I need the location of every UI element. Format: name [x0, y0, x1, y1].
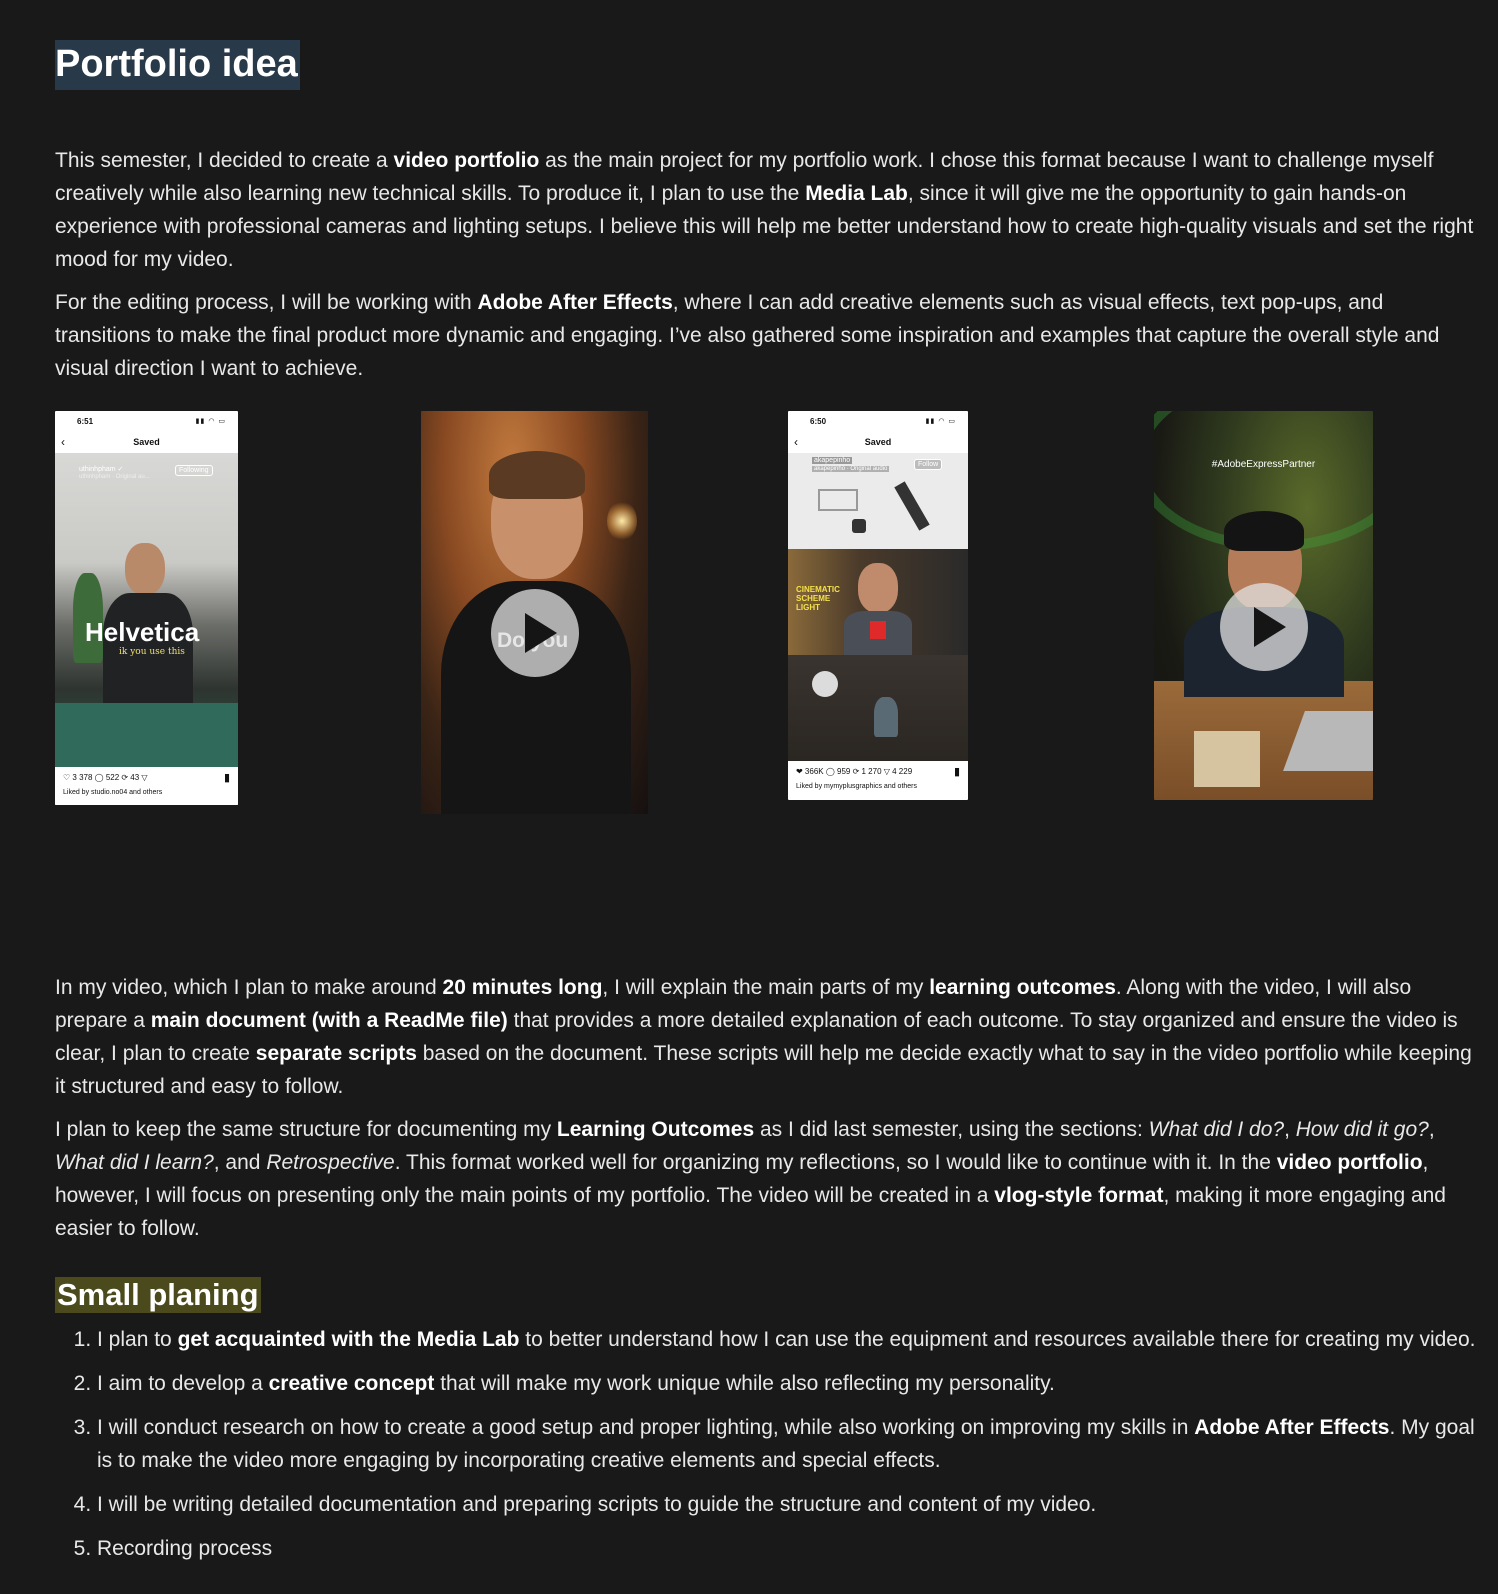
reel-audio: akapepinho · Original audio — [814, 466, 888, 472]
nav-bar — [55, 431, 238, 453]
text-run: This semester, I decided to create a — [55, 149, 394, 172]
italic-text: How did it go? — [1295, 1118, 1429, 1141]
document-content — [55, 40, 1480, 1576]
nav-bar — [788, 431, 968, 453]
text-run: I will be writing detailed documentation and preparing scripts to guide the structure and content of my video. — [97, 1493, 1097, 1516]
text-run: , and — [213, 1151, 267, 1174]
section-title-small-planing: Small planing — [57, 1277, 259, 1312]
text-run: I will conduct research on how to create a good setup and proper lighting, while also working on improving my skills in — [97, 1416, 1195, 1439]
person-head — [125, 543, 165, 595]
lamp-glow — [607, 501, 637, 541]
list-item — [97, 1323, 1480, 1356]
bold-text: Adobe After Effects — [477, 291, 673, 314]
spacer — [55, 903, 1480, 971]
text-run: , — [1428, 1118, 1435, 1141]
page-title: Portfolio idea — [55, 40, 300, 90]
bookmark-icon[interactable]: ▮ — [223, 772, 230, 784]
nav-title: Saved — [133, 437, 160, 447]
text-run: as the main project for my portfolio work. I chose this format because I want to challenge myself creatively while also learning new technical skills. To produce it, I plan to use the — [55, 149, 1434, 205]
text-run: . Along with the video, I will also prepare a — [55, 976, 1412, 1032]
post-liked-by: Liked by mymyplusgraphics and others — [796, 783, 918, 790]
bold-text: video portfolio — [1276, 1151, 1423, 1174]
inspiration-image-lighting[interactable] — [788, 411, 968, 800]
inspiration-video-doyou[interactable] — [421, 411, 648, 814]
person-head — [858, 563, 898, 613]
text-run: based on the document. These scripts will help me decide exactly what to say in the video portfolio while keeping it structured and easy to follow. — [55, 1042, 1472, 1098]
post-actions — [788, 761, 968, 799]
bold-text: separate scripts — [255, 1042, 417, 1065]
paragraph-editing — [55, 286, 1480, 385]
italic-text: What did I learn? — [55, 1151, 214, 1174]
list-item — [97, 1367, 1480, 1400]
softbox-shape — [818, 489, 858, 511]
light-stand-shape — [894, 481, 929, 530]
text-run: Recording process — [97, 1537, 273, 1560]
signal-icon: ▮▮ ◠ ▭ — [195, 418, 226, 425]
follow-button[interactable]: Follow — [914, 459, 942, 470]
following-button[interactable]: Following — [175, 465, 213, 476]
overlay-hashtag: #AdobeExpressPartner — [1211, 459, 1316, 470]
bookmark-icon[interactable]: ▮ — [953, 766, 960, 778]
bold-text: Learning Outcomes — [556, 1118, 755, 1141]
status-time: 6:51 — [77, 417, 94, 426]
paragraph-intro — [55, 144, 1480, 276]
text-run: . This format worked well for organizing my reflections, so I would like to continue with it. In the — [394, 1151, 1277, 1174]
italic-text: Retrospective — [266, 1151, 395, 1174]
video-frame — [55, 453, 238, 767]
bold-text: 20 minutes long — [442, 976, 603, 999]
post-stats: ❤ 366K ◯ 959 ⟳ 1 270 ▽ 4 229 — [796, 767, 913, 776]
planning-list — [55, 1323, 1480, 1565]
bold-text: get acquainted with the Media Lab — [177, 1328, 520, 1351]
desk-mat — [55, 703, 238, 767]
person-seated — [874, 697, 898, 737]
bold-text: Adobe After Effects — [1194, 1416, 1390, 1439]
text-run: I aim to develop a — [97, 1372, 269, 1395]
text-run: , since it will give me the opportunity to gain hands-on experience with professional cameras and lighting setups. I believe this will help me better understand how to create high-quality visuals and set the right mood for my video. — [55, 182, 1474, 271]
text-run: that will make my work unique while also reflecting my personality. — [434, 1372, 1055, 1395]
bold-text: creative concept — [268, 1372, 435, 1395]
overlay-subtext: ik you use this — [119, 647, 185, 657]
reel-user: akapepinho — [814, 457, 851, 464]
bookmark-red-icon — [870, 621, 886, 639]
lighting-diagram-panel — [788, 453, 968, 549]
text-run: . My goal is to make the video more engaging by incorporating creative elements and special effects. — [97, 1416, 1475, 1472]
back-icon[interactable]: ‹ — [61, 435, 65, 449]
paragraph-structure — [55, 1113, 1480, 1245]
text-run: that provides a more detailed explanation of each outcome. To stay organized and ensure the video is clear, I plan to create — [55, 1009, 1458, 1065]
text-run: In my video, which I plan to make around — [55, 976, 443, 999]
bold-text: Media Lab — [805, 182, 908, 205]
reel-user: uthinhpham ✓ — [79, 466, 124, 473]
text-run: , however, I will focus on presenting only the main points of my portfolio. The video will be created in a — [55, 1151, 1429, 1207]
post-stats: ♡ 3 378 ◯ 522 ⟳ 43 ▽ — [63, 773, 148, 782]
post-actions — [55, 767, 238, 805]
list-item — [97, 1411, 1480, 1477]
signal-icon: ▮▮ ◠ ▭ — [925, 418, 956, 425]
status-bar — [788, 411, 968, 431]
text-run: , I will explain the main parts of my — [602, 976, 930, 999]
cinematic-text: CINEMATIC SCHEME LIGHT — [796, 585, 840, 612]
person-hair — [1224, 511, 1304, 551]
notebook — [1194, 731, 1260, 787]
post-liked-by: Liked by studio.no04 and others — [63, 789, 163, 796]
person-hair — [489, 451, 585, 499]
light-head-shape — [852, 519, 866, 533]
text-run: For the editing process, I will be working with — [55, 291, 478, 314]
list-item — [97, 1532, 1480, 1565]
italic-text: What did I do? — [1148, 1118, 1285, 1141]
bold-text: learning outcomes — [929, 976, 1116, 999]
text-run: as I did last semester, using the sections: — [754, 1118, 1149, 1141]
text-run: , making it more engaging and easier to follow. — [55, 1184, 1446, 1240]
text-run: , — [1284, 1118, 1296, 1141]
text-run: , where I can add creative elements such as visual effects, text pop-ups, and transitions to make the final product more dynamic and engaging. I’ve also gathered some inspiration and examples that capture the overall style and visual direction I want to achieve. — [55, 291, 1440, 380]
nav-title: Saved — [864, 437, 892, 447]
bold-text: main document (with a ReadMe file) — [150, 1009, 508, 1032]
list-item — [97, 1488, 1480, 1521]
text-run: to better understand how I can use the equipment and resources available there for creating my video. — [519, 1328, 1476, 1351]
paragraph-video-plan — [55, 971, 1480, 1103]
text-run: I plan to keep the same structure for documenting my — [55, 1118, 557, 1141]
overlay-text-helvetica: Helvetica — [85, 617, 200, 647]
back-icon[interactable]: ‹ — [794, 435, 798, 449]
cinematic-panel — [788, 549, 968, 655]
status-time: 6:50 — [810, 417, 827, 426]
text-run: I plan to — [97, 1328, 178, 1351]
inspiration-gallery — [55, 411, 1480, 903]
play-icon[interactable] — [1220, 583, 1308, 671]
inspiration-video-adobe-express[interactable] — [1154, 411, 1373, 800]
reel-audio: uthinhpham · Original au... — [79, 474, 150, 480]
play-icon[interactable] — [491, 589, 579, 677]
bold-text: vlog-style format — [994, 1184, 1164, 1207]
light-circle — [812, 671, 838, 697]
status-bar — [55, 411, 238, 431]
studio-panel — [788, 655, 968, 761]
bold-text: video portfolio — [393, 149, 540, 172]
inspiration-image-helvetica[interactable] — [55, 411, 238, 805]
